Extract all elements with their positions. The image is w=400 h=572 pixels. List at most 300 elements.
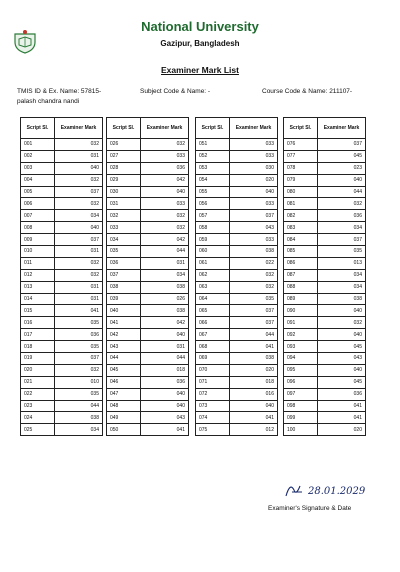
script-sl-cell: 069 (196, 353, 230, 365)
examiner-mark-header: Examiner Mark (141, 118, 189, 139)
table-row (196, 364, 278, 376)
table-row (21, 317, 103, 329)
script-sl-cell: 020 (21, 364, 55, 376)
examiner-mark-cell: 032 (318, 198, 366, 210)
table-row (21, 246, 103, 258)
examiner-mark-cell: 035 (318, 246, 366, 258)
script-sl-cell: 017 (21, 329, 55, 341)
table-row (196, 281, 278, 293)
examiner-mark-cell: 032 (55, 364, 103, 376)
examiner-mark-cell: 038 (141, 305, 189, 317)
script-sl-cell: 024 (21, 412, 55, 424)
examiner-mark-cell: 043 (141, 412, 189, 424)
script-sl-cell: 098 (284, 400, 318, 412)
script-sl-cell: 068 (196, 341, 230, 353)
table-row (284, 174, 366, 186)
table-row (21, 376, 103, 388)
script-sl-cell: 036 (107, 257, 141, 269)
script-sl-cell: 083 (284, 222, 318, 234)
signature-date: 28.01.2029 (308, 486, 366, 497)
table-row (196, 317, 278, 329)
examiner-mark-cell: 030 (230, 162, 278, 174)
examiner-mark-cell: 042 (141, 317, 189, 329)
examiner-mark-cell: 034 (55, 424, 103, 436)
examiner-mark-cell: 032 (230, 281, 278, 293)
script-sl-cell: 094 (284, 353, 318, 365)
script-sl-cell: 001 (21, 139, 55, 151)
script-sl-cell: 081 (284, 198, 318, 210)
script-sl-cell: 087 (284, 269, 318, 281)
examiner-mark-cell: 032 (55, 257, 103, 269)
table-row (196, 412, 278, 424)
table-row (196, 376, 278, 388)
table-row (196, 246, 278, 258)
table-row (196, 329, 278, 341)
examiner-mark-cell: 031 (55, 246, 103, 258)
examiner-mark-cell: 038 (55, 412, 103, 424)
table-row (284, 317, 366, 329)
script-sl-cell: 077 (284, 150, 318, 162)
script-sl-cell: 075 (196, 424, 230, 436)
table-row (21, 234, 103, 246)
examiner-mark-cell: 044 (141, 353, 189, 365)
script-sl-cell: 057 (196, 210, 230, 222)
examiner-mark-cell: 035 (230, 293, 278, 305)
script-sl-cell: 035 (107, 246, 141, 258)
examiner-mark-cell: 041 (55, 305, 103, 317)
script-sl-cell: 032 (107, 210, 141, 222)
examiner-mark-cell: 036 (141, 162, 189, 174)
table-row (196, 162, 278, 174)
script-sl-cell: 082 (284, 210, 318, 222)
table-row (284, 222, 366, 234)
script-sl-cell: 044 (107, 353, 141, 365)
table-row (21, 210, 103, 222)
examiner-mark-cell: 038 (318, 293, 366, 305)
script-sl-cell: 002 (21, 150, 55, 162)
script-sl-cell: 034 (107, 234, 141, 246)
examiner-mark-cell: 044 (55, 400, 103, 412)
script-sl-cell: 023 (21, 400, 55, 412)
table-row (107, 305, 189, 317)
table-row (21, 293, 103, 305)
examiner-mark-cell: 035 (55, 388, 103, 400)
script-sl-header: Script Sl. (196, 118, 230, 139)
table-row (107, 234, 189, 246)
table-row (284, 210, 366, 222)
table-row (284, 412, 366, 424)
table-row (21, 186, 103, 198)
examiner-mark-cell: 034 (318, 281, 366, 293)
script-sl-cell: 029 (107, 174, 141, 186)
script-sl-cell: 041 (107, 317, 141, 329)
subject-code-label: Subject Code & Name: - (140, 88, 211, 95)
examiner-mark-cell: 043 (230, 222, 278, 234)
table-row (107, 388, 189, 400)
script-sl-cell: 092 (284, 329, 318, 341)
examiner-mark-cell: 040 (141, 400, 189, 412)
script-sl-cell: 055 (196, 186, 230, 198)
examiner-mark-cell: 045 (318, 376, 366, 388)
table-row (196, 174, 278, 186)
script-sl-cell: 015 (21, 305, 55, 317)
tmis-id-label: TMIS ID & Ex. Name: 57815- (17, 88, 102, 95)
table-row (107, 353, 189, 365)
table-row (21, 139, 103, 151)
script-sl-cell: 061 (196, 257, 230, 269)
examiner-mark-cell: 033 (230, 198, 278, 210)
table-row (107, 293, 189, 305)
table-row (284, 376, 366, 388)
examiner-signature (282, 476, 382, 502)
table-row (107, 150, 189, 162)
table-row (107, 186, 189, 198)
table-row (284, 424, 366, 436)
table-row (21, 150, 103, 162)
examiner-mark-cell: 034 (318, 269, 366, 281)
examiner-mark-cell: 034 (141, 269, 189, 281)
examiner-mark-cell: 044 (141, 246, 189, 258)
script-sl-cell: 009 (21, 234, 55, 246)
script-sl-cell: 026 (107, 139, 141, 151)
script-sl-cell: 010 (21, 246, 55, 258)
script-sl-cell: 042 (107, 329, 141, 341)
table-row (196, 424, 278, 436)
table-row (284, 388, 366, 400)
script-sl-cell: 073 (196, 400, 230, 412)
examiner-mark-cell: 032 (141, 222, 189, 234)
script-sl-cell: 062 (196, 269, 230, 281)
examiner-mark-cell: 036 (318, 388, 366, 400)
script-sl-cell: 048 (107, 400, 141, 412)
examiner-mark-cell: 044 (318, 186, 366, 198)
table-row (196, 388, 278, 400)
table-row (196, 139, 278, 151)
university-location: Gazipur, Bangladesh (160, 39, 240, 48)
examiner-mark-cell: 040 (141, 186, 189, 198)
script-sl-cell: 054 (196, 174, 230, 186)
examiner-mark-cell: 037 (230, 305, 278, 317)
document-title: Examiner Mark List (161, 65, 239, 75)
script-sl-cell: 030 (107, 186, 141, 198)
script-sl-cell: 053 (196, 162, 230, 174)
examiner-mark-cell: 022 (230, 257, 278, 269)
script-sl-cell: 005 (21, 186, 55, 198)
examiner-mark-cell: 031 (55, 281, 103, 293)
table-row (107, 317, 189, 329)
examiner-mark-cell: 037 (230, 210, 278, 222)
examiner-mark-cell: 042 (141, 174, 189, 186)
examiner-mark-header: Examiner Mark (318, 118, 366, 139)
examiner-mark-cell: 033 (141, 198, 189, 210)
table-row (284, 186, 366, 198)
table-row (107, 174, 189, 186)
table-row (196, 293, 278, 305)
table-row (21, 281, 103, 293)
script-sl-cell: 086 (284, 257, 318, 269)
script-sl-cell: 097 (284, 388, 318, 400)
script-sl-cell: 096 (284, 376, 318, 388)
examiner-mark-cell: 020 (318, 424, 366, 436)
examiner-mark-cell: 040 (318, 364, 366, 376)
script-sl-cell: 100 (284, 424, 318, 436)
examiner-mark-cell: 035 (55, 317, 103, 329)
examiner-mark-cell: 016 (230, 388, 278, 400)
script-sl-cell: 038 (107, 281, 141, 293)
script-sl-cell: 080 (284, 186, 318, 198)
script-sl-cell: 003 (21, 162, 55, 174)
script-sl-cell: 065 (196, 305, 230, 317)
script-sl-cell: 021 (21, 376, 55, 388)
examiner-mark-cell: 032 (55, 269, 103, 281)
marks-table-3 (195, 117, 278, 436)
table-row (107, 400, 189, 412)
script-sl-cell: 019 (21, 353, 55, 365)
examiner-mark-cell: 045 (318, 150, 366, 162)
table-row (107, 424, 189, 436)
examiner-mark-cell: 036 (141, 376, 189, 388)
examiner-mark-cell: 032 (141, 139, 189, 151)
examiner-mark-cell: 034 (318, 222, 366, 234)
marks-table-2 (106, 117, 189, 436)
script-sl-cell: 064 (196, 293, 230, 305)
examiner-mark-cell: 043 (318, 353, 366, 365)
table-row (21, 364, 103, 376)
examiner-mark-cell: 032 (141, 210, 189, 222)
script-sl-cell: 085 (284, 246, 318, 258)
examiner-mark-cell: 040 (318, 329, 366, 341)
examiner-mark-header: Examiner Mark (55, 118, 103, 139)
table-row (284, 341, 366, 353)
examiner-mark-header: Examiner Mark (230, 118, 278, 139)
script-sl-cell: 033 (107, 222, 141, 234)
examiner-mark-cell: 033 (230, 150, 278, 162)
examiner-mark-cell: 041 (318, 400, 366, 412)
table-row (196, 400, 278, 412)
signature-label: Examiner's Signature & Date (268, 505, 352, 512)
table-row (21, 198, 103, 210)
script-sl-cell: 012 (21, 269, 55, 281)
examiner-mark-cell: 041 (141, 424, 189, 436)
examiner-mark-cell: 034 (55, 210, 103, 222)
table-row (284, 400, 366, 412)
table-row (196, 353, 278, 365)
script-sl-cell: 070 (196, 364, 230, 376)
table-row (284, 293, 366, 305)
table-row (107, 364, 189, 376)
table-row (21, 269, 103, 281)
examiner-mark-cell: 032 (230, 269, 278, 281)
table-row (107, 376, 189, 388)
table-row (21, 341, 103, 353)
script-sl-cell: 004 (21, 174, 55, 186)
examiner-mark-cell: 040 (141, 388, 189, 400)
script-sl-cell: 060 (196, 246, 230, 258)
examiner-mark-cell: 037 (55, 234, 103, 246)
examiner-mark-cell: 037 (55, 353, 103, 365)
examiner-mark-cell: 035 (55, 341, 103, 353)
table-row (107, 139, 189, 151)
examiner-mark-cell: 040 (230, 186, 278, 198)
script-sl-cell: 043 (107, 341, 141, 353)
examiner-mark-cell: 032 (55, 139, 103, 151)
table-row (196, 234, 278, 246)
script-sl-cell: 078 (284, 162, 318, 174)
examiner-mark-cell: 036 (318, 210, 366, 222)
table-row (284, 139, 366, 151)
script-sl-cell: 050 (107, 424, 141, 436)
table-row (284, 305, 366, 317)
table-row (107, 329, 189, 341)
script-sl-cell: 045 (107, 364, 141, 376)
script-sl-cell: 079 (284, 174, 318, 186)
examiner-mark-cell: 032 (55, 174, 103, 186)
examiner-mark-cell: 041 (318, 412, 366, 424)
table-row (21, 222, 103, 234)
script-sl-cell: 022 (21, 388, 55, 400)
examiner-mark-cell: 020 (230, 364, 278, 376)
table-row (21, 400, 103, 412)
examiner-mark-cell: 040 (318, 174, 366, 186)
script-sl-cell: 008 (21, 222, 55, 234)
table-row (107, 269, 189, 281)
table-row (21, 305, 103, 317)
table-row (107, 210, 189, 222)
table-row (21, 257, 103, 269)
examiner-mark-cell: 018 (230, 376, 278, 388)
script-sl-cell: 040 (107, 305, 141, 317)
script-sl-cell: 051 (196, 139, 230, 151)
examiner-mark-cell: 031 (55, 150, 103, 162)
table-row (196, 305, 278, 317)
examiner-mark-cell: 042 (141, 234, 189, 246)
table-row (21, 174, 103, 186)
script-sl-cell: 076 (284, 139, 318, 151)
table-row (196, 341, 278, 353)
table-row (107, 257, 189, 269)
examiner-mark-cell: 038 (230, 353, 278, 365)
table-row (196, 186, 278, 198)
script-sl-cell: 058 (196, 222, 230, 234)
table-row (284, 246, 366, 258)
script-sl-cell: 018 (21, 341, 55, 353)
table-row (21, 329, 103, 341)
script-sl-header: Script Sl. (284, 118, 318, 139)
table-row (284, 234, 366, 246)
examiner-mark-cell: 040 (318, 305, 366, 317)
script-sl-cell: 039 (107, 293, 141, 305)
table-row (284, 269, 366, 281)
table-row (21, 388, 103, 400)
script-sl-cell: 084 (284, 234, 318, 246)
table-row (21, 162, 103, 174)
script-sl-cell: 025 (21, 424, 55, 436)
script-sl-cell: 071 (196, 376, 230, 388)
examiner-mark-cell: 013 (318, 257, 366, 269)
table-row (107, 162, 189, 174)
script-sl-cell: 006 (21, 198, 55, 210)
table-row (107, 222, 189, 234)
examiner-mark-cell: 040 (55, 222, 103, 234)
script-sl-cell: 027 (107, 150, 141, 162)
examiner-mark-cell: 033 (141, 150, 189, 162)
script-sl-cell: 011 (21, 257, 55, 269)
table-row (107, 281, 189, 293)
examiner-mark-cell: 038 (230, 246, 278, 258)
script-sl-cell: 059 (196, 234, 230, 246)
examiner-mark-cell: 041 (230, 412, 278, 424)
script-sl-cell: 028 (107, 162, 141, 174)
examiner-mark-cell: 040 (141, 329, 189, 341)
table-row (107, 198, 189, 210)
examiner-name: palash chandra nandi (17, 98, 80, 105)
script-sl-cell: 007 (21, 210, 55, 222)
table-row (21, 353, 103, 365)
examiner-mark-cell: 037 (318, 139, 366, 151)
examiner-mark-cell: 032 (55, 198, 103, 210)
table-row (196, 198, 278, 210)
examiner-mark-cell: 010 (55, 376, 103, 388)
table-row (284, 198, 366, 210)
examiner-mark-cell: 037 (55, 186, 103, 198)
examiner-mark-cell: 012 (230, 424, 278, 436)
marks-table-1 (20, 117, 103, 436)
examiner-mark-cell: 044 (230, 329, 278, 341)
script-sl-cell: 095 (284, 364, 318, 376)
examiner-mark-cell: 026 (141, 293, 189, 305)
script-sl-cell: 014 (21, 293, 55, 305)
script-sl-cell: 088 (284, 281, 318, 293)
examiner-mark-cell: 038 (141, 281, 189, 293)
script-sl-header: Script Sl. (21, 118, 55, 139)
examiner-mark-cell: 031 (55, 293, 103, 305)
course-code-label: Course Code & Name: 211107- (262, 88, 353, 95)
table-row (196, 150, 278, 162)
examiner-mark-cell: 037 (318, 234, 366, 246)
examiner-mark-cell: 023 (318, 162, 366, 174)
script-sl-cell: 099 (284, 412, 318, 424)
table-row (196, 269, 278, 281)
table-row (284, 162, 366, 174)
marks-table-4 (283, 117, 366, 436)
examiner-mark-cell: 041 (230, 341, 278, 353)
table-row (284, 150, 366, 162)
table-row (284, 281, 366, 293)
examiner-mark-cell: 040 (55, 162, 103, 174)
table-row (284, 329, 366, 341)
script-sl-cell: 056 (196, 198, 230, 210)
script-sl-cell: 072 (196, 388, 230, 400)
examiner-mark-cell: 020 (230, 174, 278, 186)
table-row (196, 257, 278, 269)
examiner-mark-cell: 036 (55, 329, 103, 341)
examiner-mark-cell: 033 (230, 139, 278, 151)
script-sl-cell: 063 (196, 281, 230, 293)
examiner-mark-cell: 031 (141, 257, 189, 269)
examiner-mark-cell: 040 (230, 400, 278, 412)
examiner-mark-cell: 018 (141, 364, 189, 376)
table-row (284, 353, 366, 365)
table-row (107, 412, 189, 424)
script-sl-header: Script Sl. (107, 118, 141, 139)
script-sl-cell: 037 (107, 269, 141, 281)
script-sl-cell: 049 (107, 412, 141, 424)
table-row (196, 210, 278, 222)
script-sl-cell: 066 (196, 317, 230, 329)
examiner-mark-cell: 045 (318, 341, 366, 353)
table-row (284, 257, 366, 269)
examiner-mark-cell: 033 (230, 234, 278, 246)
